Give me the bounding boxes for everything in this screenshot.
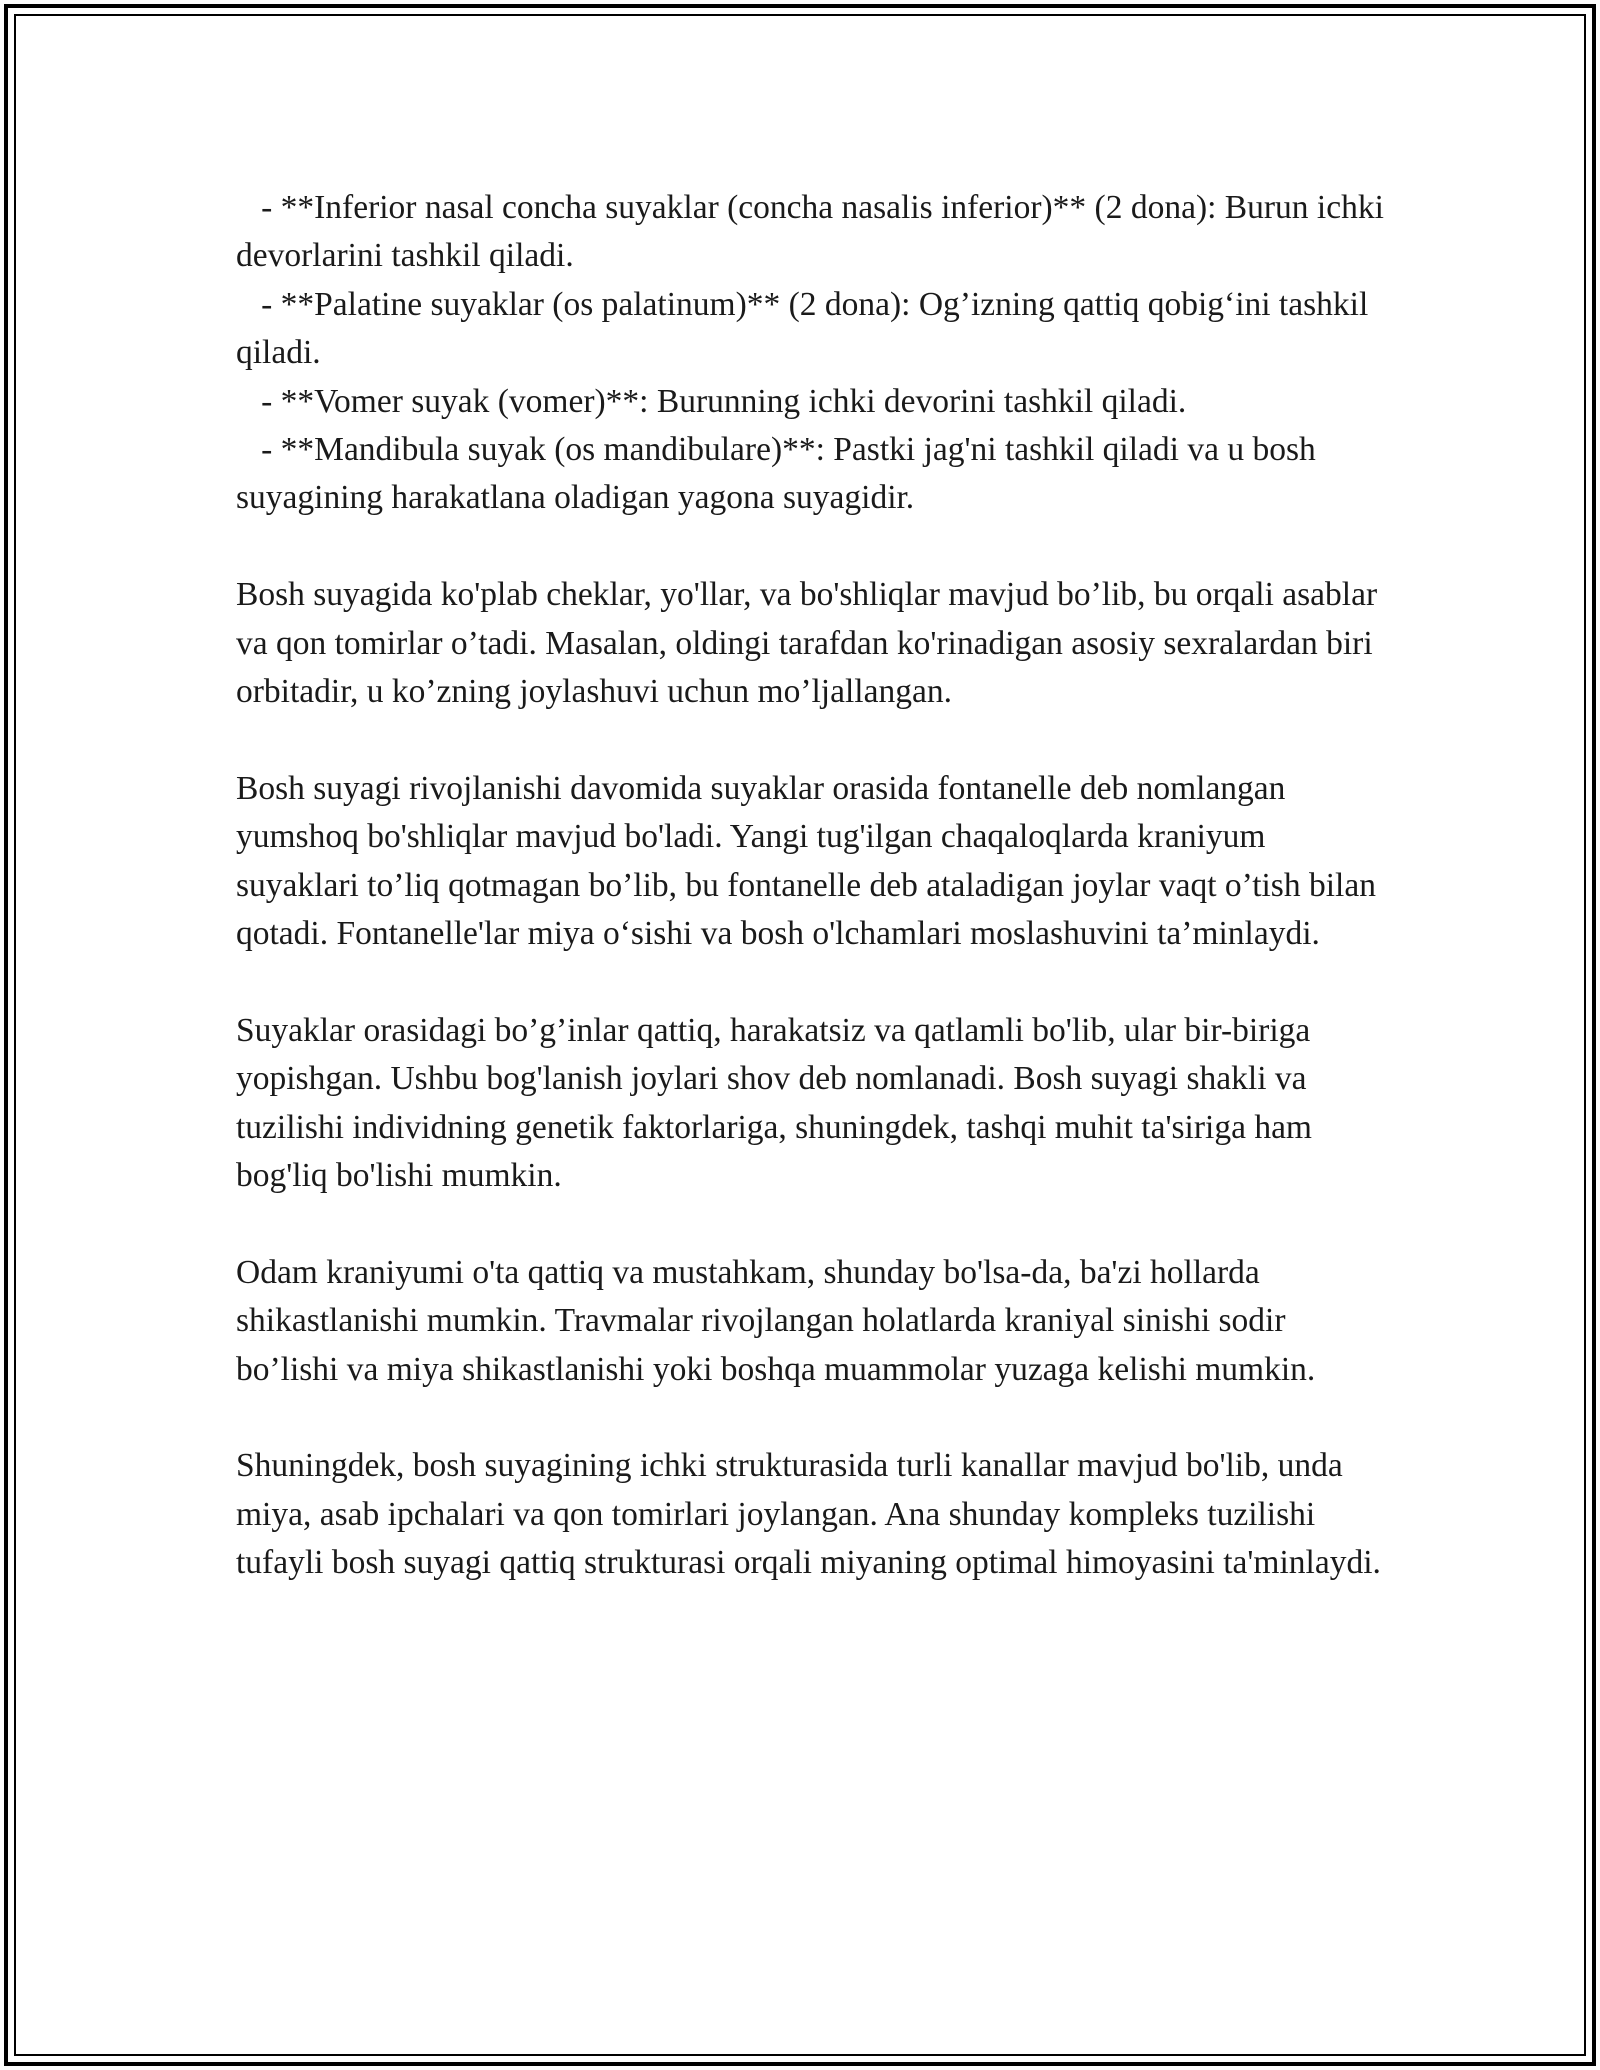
paragraph-fontanelle: Bosh suyagi rivojlanishi davomida suyaklar orasida fontanelle deb nomlangan yumshoq bo'shliqlar mavjud bo'ladi. Yangi tug'ilgan chaqaloqlarda kraniyum suyaklari to’liq qotmagan bo’lib, bu fontanelle deb ataladigan joylar vaqt o’tish bilan qotadi. Fontanelle'lar miya o‘sishi va bosh o'lchamlari moslashuvini ta’minlaydi. <box>236 769 1385 953</box>
paragraph-skull-bones-list: - **Inferior nasal concha suyaklar (concha nasalis inferior)** (2 dona): Burun ichki devorlarini tashkil qiladi. - **Palatine suyaklar (os palatinum)** (2 dona): Og’izning qattiq qobig‘ini tashkil qiladi. - **Vomer suyak (vomer)**: Burunning ichki devorini tashkil qiladi. - **Mandibula suyak (os mandibulare)**: Pastki jag'ni tashkil qiladi va u bosh suyagining harakatlana oladigan yagona suyagidir. <box>236 189 1384 517</box>
paragraph-injuries: Odam kraniyumi o'ta qattiq va mustahkam, shunday bo'lsa-da, ba'zi hollarda shikastlanishi mumkin. Travmalar rivojlangan holatlarda kraniyal sinishi sodir bo’lishi va miya shikastlanishi yoki boshqa muammolar yuzaga kelishi mumkin. <box>236 1253 1316 1388</box>
paragraph-canals: Shuningdek, bosh suyagining ichki strukturasida turli kanallar mavjud bo'lib, unda miya, asab ipchalari va qon tomirlari joylangan. Ana shunday kompleks tuzilishi tufayli bosh suyagi qattiq strukturasi orqali miyaning optimal himoyasini ta'minlaydi. <box>236 1447 1381 1582</box>
paragraph-openings: Bosh suyagida ko'plab cheklar, yo'llar, va bo'shliqlar mavjud bo’lib, bu orqali asablar va qon tomirlar o’tadi. Masalan, oldingi tarafdan ko'rinadigan asosiy sexralardan biri orbitadir, u ko’zning joylashuvi uchun mo’ljallangan. <box>236 576 1386 711</box>
document-body <box>236 184 1386 1588</box>
paragraph-sutures: Suyaklar orasidagi bo’g’inlar qattiq, harakatsiz va qatlamli bo'lib, ular bir-biriga yopishgan. Ushbu bog'lanish joylari shov deb nomlanadi. Bosh suyagi shakli va tuzilishi individning genetik faktorlariga, shuningdek, tashqi muhit ta'siriga ham bog'liq bo'lishi mumkin. <box>236 1011 1321 1195</box>
